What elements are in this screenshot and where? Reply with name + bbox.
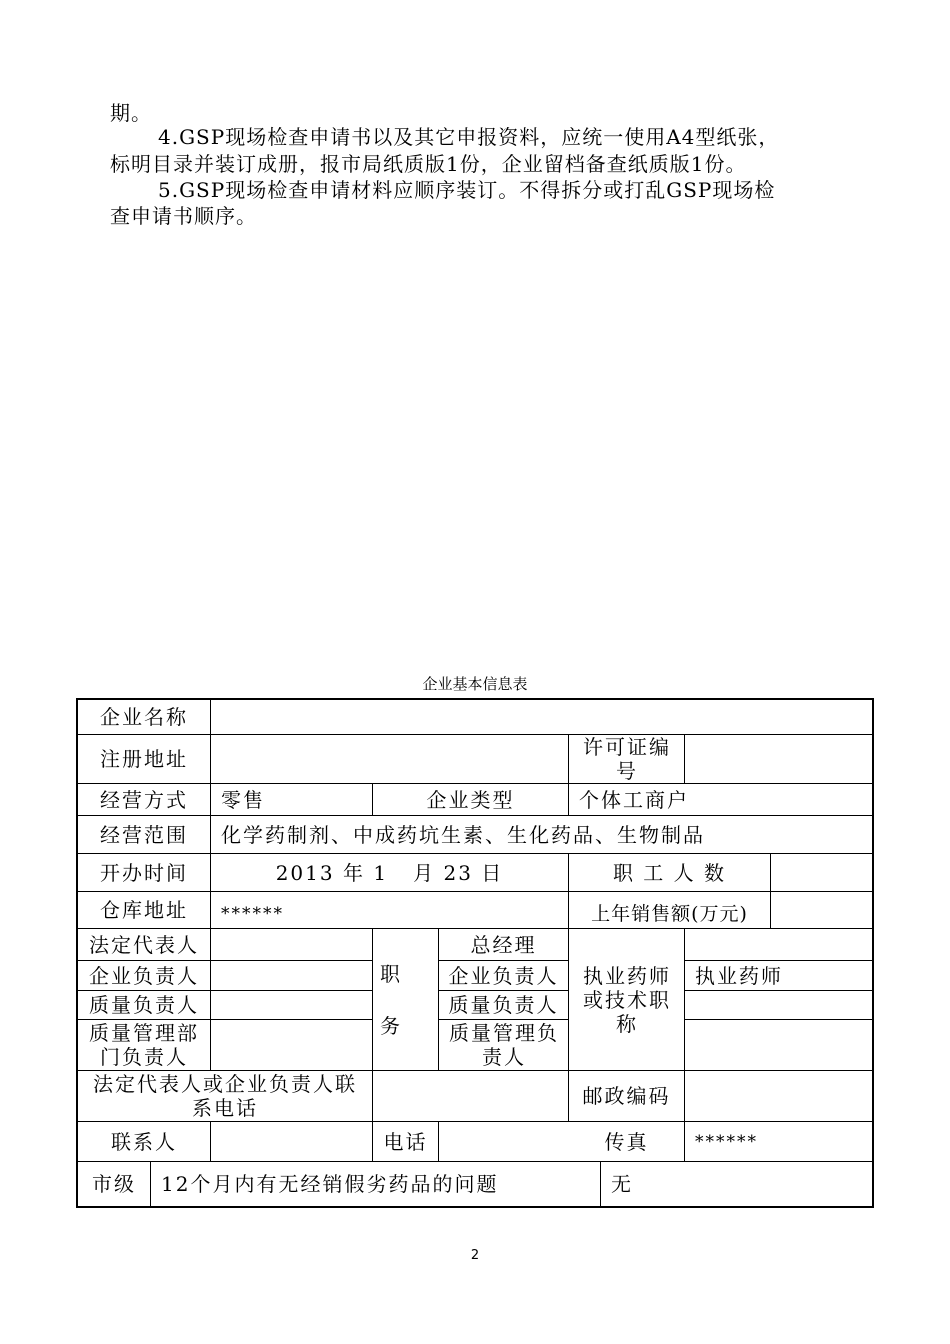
position-quality-dept: 质量管理负责人: [449, 1021, 559, 1069]
staff-count-label: 职 工 人 数: [612, 860, 727, 885]
body-text-line: 标明目录并装订成册，报市局纸质版1份，企业留档备查纸质版1份。: [110, 152, 747, 176]
position-quality-head: 质量负责人: [448, 993, 559, 1017]
position-label: 职务: [380, 962, 402, 1038]
table-caption: 企业基本信息表: [422, 675, 528, 693]
quality-head-label: 质量负责人: [89, 993, 199, 1017]
reg-address-value: [211, 735, 568, 783]
position-company-head: 企业负责人: [448, 963, 559, 988]
reg-address-label: 注册地址: [100, 747, 188, 771]
fax-label: 传真: [604, 1129, 649, 1154]
business-scope-label: 经营范围: [100, 822, 188, 847]
phone-label: 电话: [383, 1129, 428, 1154]
company-name-value: [211, 700, 872, 734]
body-text-line: 5.GSP现场检查申请材料应顺序装订。不得拆分或打乱GSP现场检: [158, 178, 776, 202]
last-year-sales-value: [771, 892, 872, 928]
counterfeit-answer: 无: [611, 1172, 633, 1196]
company-name-label: 企业名称: [100, 705, 188, 729]
body-text-line: 查申请书顺序。: [110, 204, 257, 228]
position-legal-rep: 总经理: [470, 932, 537, 957]
license-no-label: 许可证编号: [583, 735, 671, 783]
fax-value: ******: [695, 1131, 758, 1152]
quality-dept-head-label: 质量管理部门负责人: [89, 1021, 199, 1069]
staff-count-value: [771, 854, 872, 891]
start-date-label: 开办时间: [100, 860, 188, 885]
contact-person-label: 联系人: [111, 1129, 177, 1154]
company-type-label: 企业类型: [426, 787, 515, 812]
pharmacist-label: 执业药师或技术职称: [583, 964, 671, 1036]
license-no-value: [685, 735, 872, 783]
counterfeit-question: 12个月内有无经销假劣药品的问题: [161, 1172, 499, 1196]
pharmacist-company-head: 执业药师: [695, 963, 783, 988]
business-mode-label: 经营方式: [100, 787, 188, 812]
business-scope-value: 化学药制剂、中成药坑生素、生化药品、生物制品: [221, 822, 705, 847]
company-type-value: 个体工商户: [579, 787, 689, 812]
city-level-label: 市级: [92, 1172, 136, 1196]
contact-phone-label: 法定代表人或企业负责人联系电话: [93, 1072, 357, 1120]
last-year-sales-label: 上年销售额(万元): [591, 903, 748, 925]
body-text-line: 4.GSP现场检查申请书以及其它申报资料，应统一使用A4型纸张，: [158, 125, 780, 149]
legal-rep-label: 法定代表人: [89, 932, 199, 957]
warehouse-value: ******: [221, 904, 284, 924]
business-mode-value: 零售: [221, 787, 265, 812]
company-head-label: 企业负责人: [89, 963, 199, 988]
start-date-value: 2013 年 1 月 23 日: [275, 860, 504, 885]
page-number: 2: [470, 1248, 480, 1263]
body-text-line: 期。: [110, 101, 152, 125]
warehouse-label: 仓库地址: [100, 898, 188, 922]
postal-code-label: 邮政编码: [582, 1084, 671, 1108]
